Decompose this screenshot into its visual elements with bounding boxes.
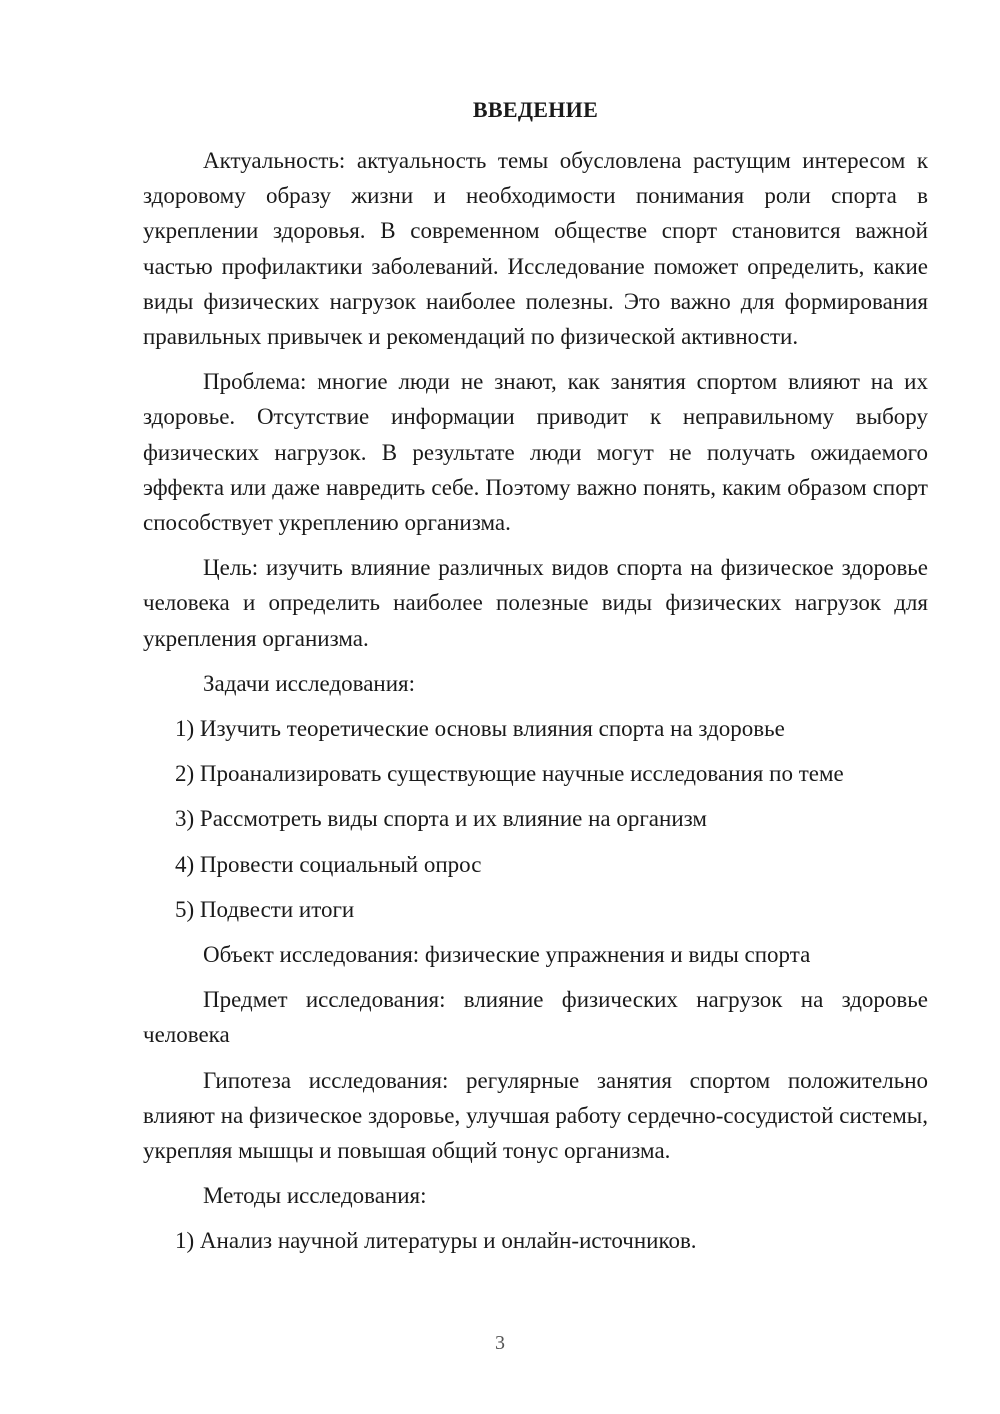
- object-paragraph: Объект исследования: физические упражнения и виды спорта: [203, 942, 811, 968]
- task-item: 2) Проанализировать существующие научные исследования по теме: [175, 761, 844, 787]
- methods-list: [143, 1223, 928, 1258]
- tasks-heading: Задачи исследования:: [203, 670, 416, 696]
- tasks-list: [143, 711, 928, 927]
- method-item: 1) Анализ научной литературы и онлайн-источников.: [175, 1228, 697, 1254]
- section-title: ВВЕДЕНИЕ: [472, 97, 599, 122]
- hypothesis-paragraph: Гипотеза исследования: регулярные занятия спортом положительно влияют на физическое здоровье, улучшая работу сердечно-сосудистой системы, укрепляя мышцы и повышая общий тонус организма.: [143, 1067, 928, 1164]
- subject-paragraph: Предмет исследования: влияние физических нагрузок на здоровье человека: [143, 987, 928, 1048]
- problem-paragraph: Проблема: многие люди не знают, как занятия спортом влияют на их здоровье. Отсутствие информации приводит к неправильному выбору физических нагрузок. В результате люди могут не получать ожидаемого эффекта или даже навредить себе. Поэтому важно понять, каким образом спорт способствует укреплению организма.: [143, 369, 928, 536]
- methods-heading: Методы исследования:: [203, 1183, 427, 1209]
- task-item: 1) Изучить теоретические основы влияния спорта на здоровье: [175, 716, 785, 742]
- task-item: 4) Провести социальный опрос: [175, 851, 482, 877]
- page-number: 3: [495, 1332, 505, 1354]
- task-item: 3) Рассмотреть виды спорта и их влияние на организм: [175, 806, 707, 832]
- relevance-paragraph: Актуальность: актуальность темы обусловлена растущим интересом к здоровому образу жизни и необходимости понимания роли спорта в укреплении здоровья. В современном обществе спорт становится важной частью профилактики заболеваний. Исследование поможет определить, какие виды физических нагрузок наиболее полезны. Это важно для формирования правильных привычек и рекомендаций по физической активности.: [143, 148, 928, 350]
- goal-paragraph: Цель: изучить влияние различных видов спорта на физическое здоровье человека и определить наиболее полезные виды физических нагрузок для укрепления организма.: [143, 555, 928, 651]
- task-item: 5) Подвести итоги: [175, 896, 355, 922]
- document-page: [143, 92, 928, 1269]
